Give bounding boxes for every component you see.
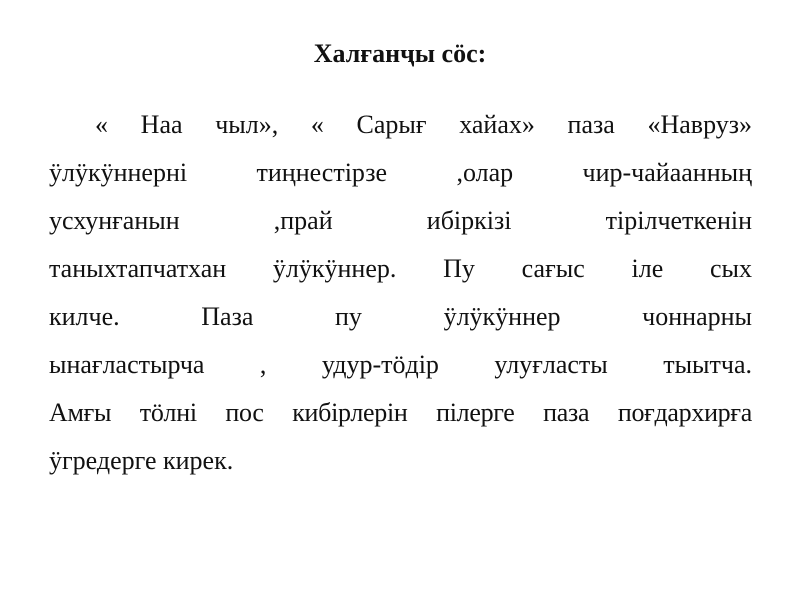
paragraph-line-1: « Наа чыл», « Сарығ хайах» паза «Навруз» xyxy=(95,110,752,139)
paragraph-line-8: ӱгредерге кирек. xyxy=(49,446,234,475)
paragraph xyxy=(49,101,752,485)
paragraph-line-5: килче. Паза пу ӱлӱкӱннер чоннарны xyxy=(49,302,752,331)
slide-title: Халғанҷы сӧс: xyxy=(313,39,487,68)
paragraph-line-2: ӱлӱкӱннерні тиңнестірзе ,олар чир-чайаанның xyxy=(49,158,752,187)
paragraph-line-4: таныхтапчатхан ӱлӱкӱннер. Пу сағыс іле сых xyxy=(49,254,752,283)
paragraph-line-6: ынағластырча , удур-тӧдір улуғласты тыытча. xyxy=(49,350,752,379)
paragraph-line-7: Амғы тӧлні пос кибірлерін пілерге паза поғдархирға xyxy=(49,398,752,427)
paragraph-line-3: усхунғанын ,прай ибіркізі тірілчеткенін xyxy=(49,206,752,235)
